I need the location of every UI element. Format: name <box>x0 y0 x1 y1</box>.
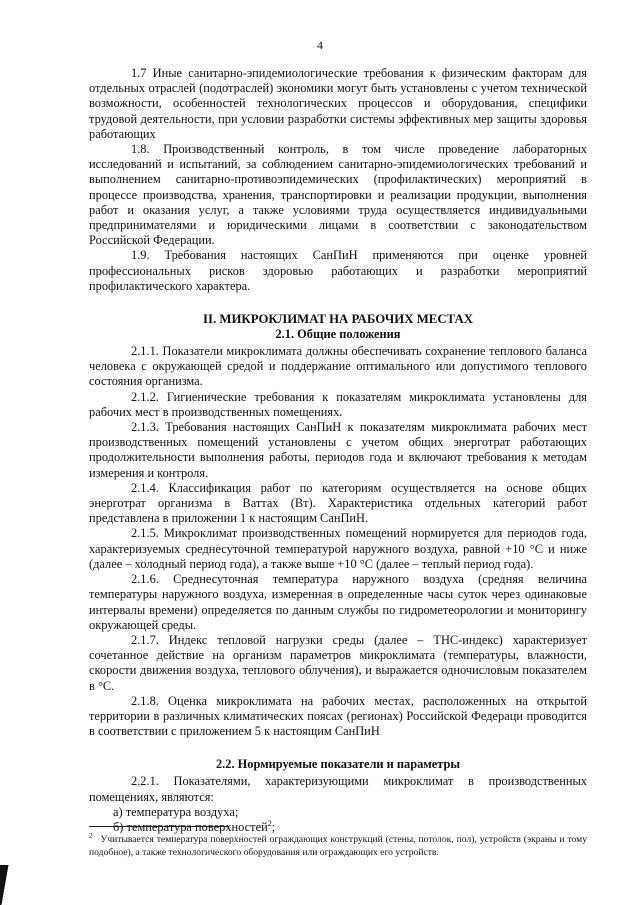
paragraph-1-9: 1.9. Требования настоящих СанПиН применяются при оценке уровней профессиональных рисков здоровью работающих и разработки мероприятий профилактического характера. <box>89 248 587 293</box>
subsection-title-parameters: 2.2. Нормируемые показатели и параметры <box>215 757 461 772</box>
list-item-b-text: б) температура поверхностей <box>113 819 268 834</box>
paragraph-1-8: 1.8. Производственный контроль, в том числе проведение лабораторных исследований и испытаний, за соблюдением санитарно-эпидемиологических требований и выполнением санитарно-противоэпидемических (профилактических) мероприятий в процессе производства, хранения, транспортировки и реализации продукции, выполнения работ и оказания услуг, а также условиями труда осуществляется индивидуальными предпринимателями и юридическими лицами в соответствии с законодательством Российской Федерации. <box>89 142 587 248</box>
section-title: II. МИКРОКЛИМАТ НА РАБОЧИХ МЕСТАХ <box>203 312 473 327</box>
paragraph-1-7: 1.7 Иные санитарно-эпидемиологические требования к физическим факторам для отдельных отраслей (подотраслей) экономики могут быть установлены с учетом технической возможности, особенностей технологических процессов и оборудования, специфики трудовой деятельности, при условии разработки системы эффективных мер защиты здоровья работающих <box>89 66 587 141</box>
paragraph-2-1-3: 2.1.3. Требования настоящих СанПиН к показателям микроклимата рабочих мест производственных помещений установлены с учетом общих энерготрат работающих продолжительности выполнения работы, периодов года и включают требования к методам измерения и контроля. <box>89 420 587 480</box>
paragraph-2-1-8: 2.1.8. Оценка микроклимата на рабочих местах, расположенных на открытой территории в различных климатических поясах (регионах) Российской Федераци проводится в соответствии с приложением 5 к настоящим СанПиН <box>89 693 587 739</box>
footnote-text: Учитывается температура поверхностей ограждающих конструкций (стены, потолок, пол), устройств (экраны и тому подобное), а также технологического оборудования или ограждающих его устройств. <box>89 834 587 859</box>
page-number: 4 <box>317 38 323 52</box>
paragraph-2-1-1: 2.1.1. Показатели микроклимата должны обеспечивать сохранение теплового баланса человека с окружающей средой и поддержание оптимального или допустимого теплового состояния организма. <box>89 344 587 389</box>
paragraph-2-1-2: 2.1.2. Гигиенические требования к показателям микроклимата установлены для рабочих мест в производственных помещениях. <box>89 389 587 419</box>
subsection-title-general: 2.1. Общие положения <box>275 327 401 342</box>
paragraph-2-1-4: 2.1.4. Классификация работ по категориям осуществляется на основе общих энерготрат организма в Ваттах (Вт). Характеристика отдельных категорий работ представлена в приложении 1 к настоящим СанПиН. <box>89 480 587 526</box>
paragraph-2-1-7: 2.1.7. Индекс тепловой нагрузки среды (далее – ТНС-индекс) характеризует сочетанное действие на организм параметров микроклимата (температуры, влажности, скорости движения воздуха, теплового облучения), и выражается одночисловым показателем в °С. <box>89 632 587 693</box>
footnote <box>89 830 587 859</box>
list-item-a: а) температура воздуха; <box>113 804 239 819</box>
paragraph-2-1-5: 2.1.5. Микроклимат производственных помещений нормируется для периодов года, характеризуемых среднесуточной температурой наружного воздуха, равной +10 °С и ниже (далее – холодный период года), а также выше +10 °С (далее – теплый период года). <box>89 526 587 571</box>
paragraph-2-2-1: 2.2.1. Показателями, характеризующими микроклимат в производственных помещениях, являются: <box>89 774 587 804</box>
footnote-separator <box>89 826 229 827</box>
paragraph-2-1-6: 2.1.6. Среднесуточная температура наружного воздуха (средняя величина температуры наружного воздуха, измеренная в определенные часы суток через одинаковые интервалы времени) определяется по данным службы по гидрометеорологии и мониторингу окружающей среды. <box>89 572 587 632</box>
footnote-reference: 2 <box>267 818 272 828</box>
footnote-mark: 2 <box>89 832 93 840</box>
scan-edge-mark <box>0 865 14 905</box>
document-body <box>89 66 587 835</box>
list-item-b-end: ; <box>271 819 276 834</box>
